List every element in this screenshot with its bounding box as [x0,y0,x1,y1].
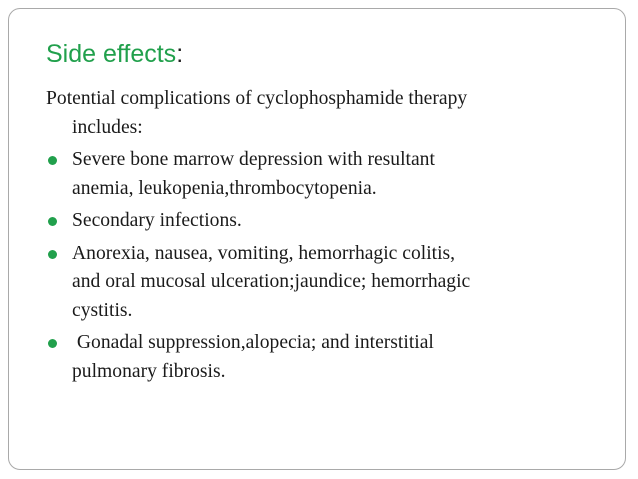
bullet-item-infections [46,207,606,236]
bullet-icon [48,339,57,348]
bullet-line: Gonadal suppression,alopecia; and interstitial [72,332,434,353]
bullet-line: pulmonary fibrosis. [72,360,226,382]
slide-frame [8,8,626,470]
bullet-item-gi-effects [46,240,606,326]
slide-title-text: Side effects [46,40,177,68]
bullet-icon [48,156,57,165]
intro-paragraph [46,85,606,142]
intro-line-2: includes: [72,116,143,138]
bullet-line: Anorexia, nausea, vomiting, hemorrhagic colitis, [72,242,456,264]
slide-title [46,35,183,73]
slide-title-colon: : [176,40,184,68]
bullet-icon [48,250,57,259]
bullet-icon [48,217,57,226]
intro-line-1: Potential complications of cyclophosphamide therapy [46,88,468,109]
bullet-line: Severe bone marrow depression with resultant [72,149,435,170]
bullet-line: cystitis. [72,299,133,321]
bullet-line: and oral mucosal ulceration;jaundice; hemorrhagic [72,271,471,292]
bullet-item-gonadal [46,329,606,386]
bullet-line: anemia, leukopenia,thrombocytopenia. [72,177,377,199]
slide-body [46,85,606,386]
bullet-line: Secondary infections. [72,210,242,231]
bullet-item-bone-marrow [46,146,606,203]
